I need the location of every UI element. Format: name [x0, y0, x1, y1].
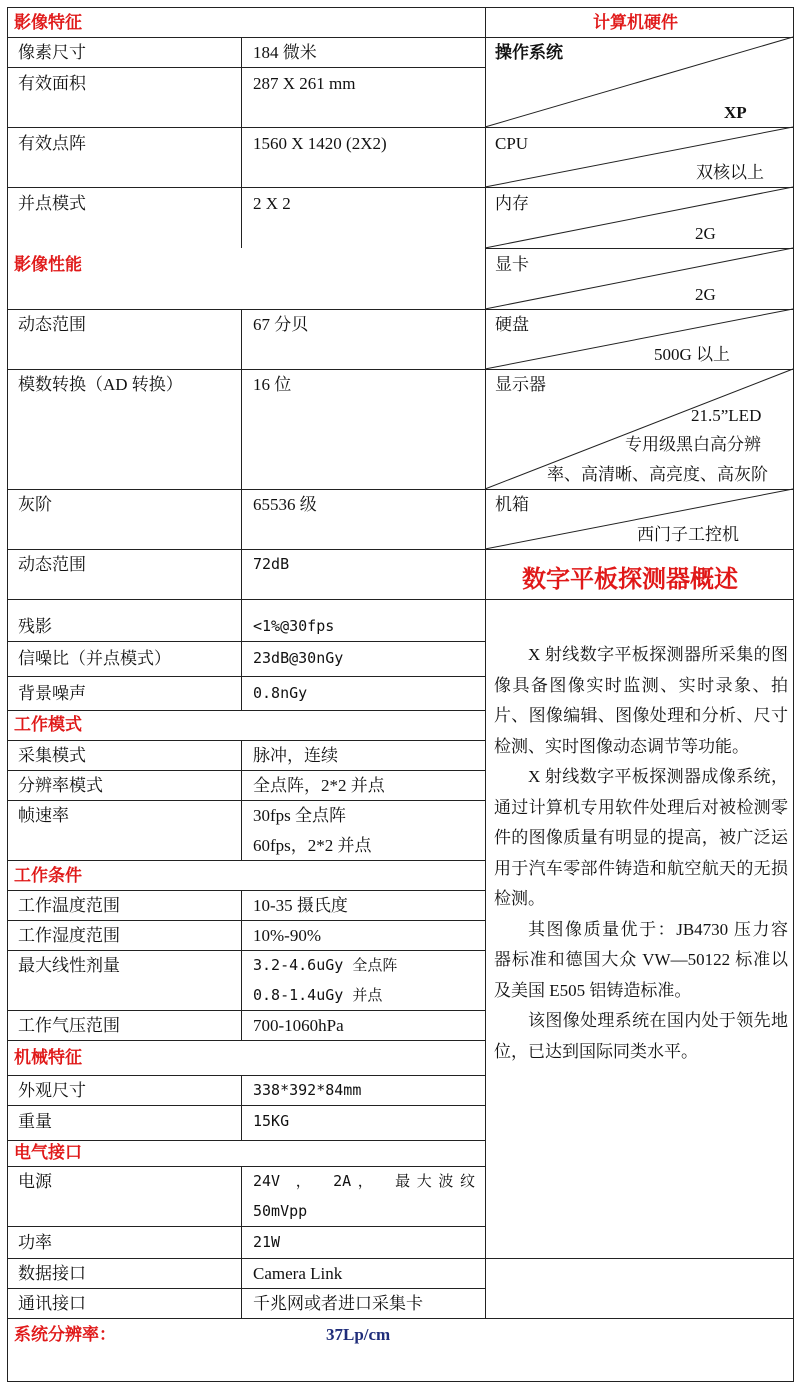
row-value: 21W	[253, 1233, 281, 1251]
hardware-label: 操作系统	[495, 43, 563, 62]
section-imaging-performance: 影像性能	[14, 255, 82, 274]
row-value: 72dB	[253, 555, 290, 573]
overview-paragraph: 该图像处理系统在国内处于领先地位，已达到国际同类水平。	[494, 1011, 788, 1061]
hardware-label: 显示器	[495, 375, 546, 394]
row-label: 工作湿度范围	[18, 926, 120, 945]
row-label: 动态范围	[18, 555, 86, 574]
row-label: 外观尺寸	[18, 1081, 86, 1100]
row-label: 工作温度范围	[18, 896, 120, 915]
row-value: <1%@30fps	[253, 617, 335, 635]
row-value: 千兆网或者进口采集卡	[253, 1294, 423, 1313]
hardware-value: 21.5”LED	[691, 406, 762, 425]
row-value-line2: 60fps，2*2 并点	[253, 836, 372, 855]
row-value: 10%-90%	[253, 926, 321, 945]
overview-text	[494, 640, 788, 1067]
row-value: 24V ， 2A， 最大波纹	[253, 1172, 475, 1190]
row-label: 动态范围	[18, 315, 86, 334]
row-label: 通讯接口	[18, 1294, 86, 1313]
row-value: 3.2-4.6uGy 全点阵	[253, 956, 398, 974]
row-value: Camera Link	[253, 1264, 343, 1283]
hardware-title: 计算机硬件	[593, 13, 678, 32]
hardware-label: CPU	[495, 134, 529, 153]
overview-paragraph: X 射线数字平板探测器所采集的图像具备图像实时监测、实时录象、拍片、图像编辑、图像处理和分析、尺寸检测、实时图像动态调节等功能。	[494, 645, 788, 756]
row-label: 信噪比（并点模式）	[18, 649, 171, 668]
hardware-value: 双核以上	[696, 163, 764, 182]
row-label: 电源	[18, 1172, 52, 1191]
row-label: 采集模式	[18, 746, 86, 765]
row-label: 有效面积	[18, 74, 86, 93]
overview-title: 数字平板探测器概述	[522, 567, 738, 593]
row-value-line2: 0.8-1.4uGy 并点	[253, 986, 383, 1004]
row-label: 最大线性剂量	[18, 956, 120, 975]
overview-paragraph: 其图像质量优于：JB4730 压力容器标准和德国大众 VW—50122 标准以及美国 E505 铝铸造标准。	[494, 919, 788, 1000]
row-value: 全点阵，2*2 并点	[253, 776, 385, 795]
section-imaging-features: 影像特征	[14, 13, 82, 32]
section-electrical: 电气接口	[14, 1143, 82, 1162]
row-label: 像素尺寸	[18, 43, 86, 62]
row-label: 背景噪声	[18, 684, 86, 703]
row-label: 有效点阵	[18, 134, 86, 153]
row-label: 数据接口	[18, 1264, 86, 1283]
row-value: 67 分贝	[253, 315, 309, 334]
row-value: 65536 级	[253, 495, 317, 514]
resolution-label: 系统分辨率：	[14, 1325, 116, 1344]
hardware-value: 2G	[695, 224, 716, 243]
row-value: 2 X 2	[253, 194, 291, 213]
resolution-value: 37Lp/cm	[326, 1325, 391, 1344]
row-value-line2: 50mVpp	[253, 1202, 308, 1220]
hardware-label: 内存	[495, 194, 529, 213]
row-label: 帧速率	[18, 806, 69, 825]
row-value: 1560 X 1420 (2X2)	[253, 134, 387, 153]
row-value: 338*392*84mm	[253, 1081, 362, 1099]
row-label: 重量	[18, 1112, 52, 1131]
section-work-conditions: 工作条件	[14, 866, 82, 885]
row-value: 16 位	[253, 375, 292, 394]
row-label: 灰阶	[18, 495, 52, 514]
row-value: 184 微米	[253, 43, 317, 62]
row-value: 30fps 全点阵	[253, 806, 347, 825]
row-label: 模数转换（AD 转换）	[18, 375, 183, 394]
row-value: 700-1060hPa	[253, 1016, 344, 1035]
hardware-value: 500G 以上	[654, 345, 731, 364]
overview-paragraph: X 射线数字平板探测器成像系统，通过计算机专用软件处理后对被检测零件的图像质量有明显的提高，被广泛运用于汽车零部件铸造和航空航天的无损检测。	[494, 767, 788, 908]
hardware-value: 西门子工控机	[637, 525, 739, 544]
hardware-label: 显卡	[495, 255, 529, 274]
row-value: 脉冲，连续	[253, 746, 338, 765]
hardware-value-line2: 专用级黑白高分辨	[625, 435, 761, 454]
row-label: 并点模式	[18, 194, 86, 213]
row-label: 残影	[18, 617, 52, 636]
hardware-value: XP	[724, 103, 747, 122]
row-value: 0.8nGy	[253, 684, 308, 702]
row-label: 功率	[18, 1233, 52, 1252]
section-mechanical: 机械特征	[14, 1048, 82, 1067]
hardware-label: 硬盘	[495, 315, 529, 334]
row-label: 分辨率模式	[18, 776, 103, 795]
row-value: 23dB@30nGy	[253, 649, 344, 667]
hardware-label: 机箱	[495, 495, 529, 514]
row-value: 15KG	[253, 1112, 290, 1130]
hardware-value-line3: 率、高清晰、高亮度、高灰阶	[547, 465, 768, 484]
hardware-value: 2G	[695, 285, 716, 304]
section-work-mode: 工作模式	[14, 715, 82, 734]
row-label: 工作气压范围	[18, 1016, 120, 1035]
row-value: 287 X 261 mm	[253, 74, 356, 93]
row-value: 10-35 摄氏度	[253, 896, 348, 915]
